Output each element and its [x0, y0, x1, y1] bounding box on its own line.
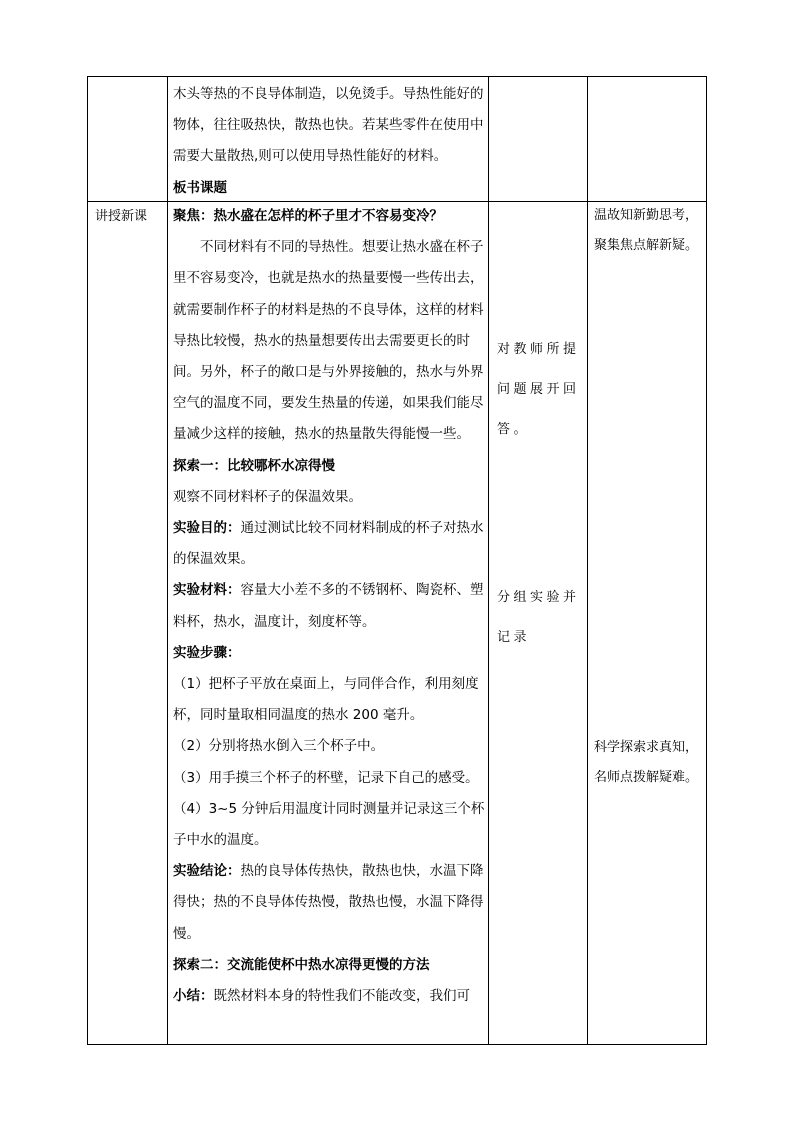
- teaching-content-cell: [173, 201, 485, 1012]
- conclusion-text: 热的良导体传热快，散热也快，水温下降得快；热的不良导体传热慢，散热也慢，水温下降得慢。: [173, 863, 484, 942]
- explore2-heading: 探索二：交流能使杯中热水凉得更慢的方法: [173, 956, 430, 973]
- column-divider-2: [488, 76, 489, 1045]
- purpose-text: 通过测试比较不同材料制成的杯子对热水的保温效果。: [173, 520, 484, 568]
- explore1-text: 观察不同材料杯子的保温效果。: [173, 488, 362, 505]
- step-3: （3）用手摸三个杯子的杯壁，记录下自己的感受。: [173, 769, 479, 786]
- step-4: （4）3~5 分钟后用温度计同时测量并记录这三个杯子中水的温度。: [173, 800, 485, 849]
- column-divider-1: [167, 76, 168, 1045]
- steps-heading: 实验步骤：: [173, 644, 241, 661]
- table-left-border: [87, 76, 88, 1045]
- materials-label: 实验材料：: [173, 582, 241, 599]
- conclusion-paragraph: [173, 856, 485, 950]
- step-2: （2）分别将热水倒入三个杯子中。: [173, 738, 385, 755]
- table-bottom-border: [87, 1044, 707, 1045]
- summary-paragraph: [173, 981, 485, 1012]
- stage-label: 讲授新课: [95, 209, 148, 224]
- stage-label-cell: [95, 201, 165, 232]
- explore1-heading: 探索一：比较哪杯水凉得慢: [173, 457, 335, 474]
- table-top-border: [87, 76, 707, 77]
- design-intent-1: 温故知新勤思考，聚集焦点解新疑。: [594, 208, 699, 253]
- row1-paragraph: 木头等热的不良导体制造，以免烫手。导热性能好的物体，往往吸热快，散热也快。若某些零件在使用中需要大量散热,则可以使用导热性能好的材料。: [173, 86, 484, 165]
- intro-paragraph: 不同材料有不同的导热性。想要让热水盛在杯子里不容易变冷，也就是热水的热量要慢一些传出去，就需要制作杯子的材料是热的不良导体，这样的材料导热比较慢，热水的热量想要传出去需要更长的时间。另外，杯子的敞口是与外界接触的，热水与外界空气的温度不同，要发生热量的传递，如果我们能尽量减少这样的接触，热水的热量散失得能慢一些。: [173, 239, 484, 443]
- student-activity-2: 分组实验并记录: [497, 590, 580, 645]
- focus-question: 热水盛在怎样的杯子里才不容易变冷？: [213, 208, 443, 224]
- row1-board-title: 板书课题: [173, 179, 227, 196]
- design-intent-2: 科学探索求真知，名师点拨解疑难。: [594, 740, 699, 785]
- summary-text: 既然材料本身的特性我们不能改变，我们可: [213, 988, 470, 1005]
- purpose-paragraph: [173, 513, 485, 575]
- focus-heading: [173, 201, 485, 232]
- table-right-border: [706, 76, 707, 1045]
- materials-paragraph: [173, 575, 485, 637]
- materials-text: 容量大小差不多的不锈钢杯、陶瓷杯、塑料杯，热水，温度计，刻度杯等。: [173, 582, 484, 630]
- column-divider-3: [587, 76, 588, 1045]
- student-activity-1: 对教师所提问题展开回答。: [497, 342, 580, 437]
- focus-label: 聚焦：: [173, 208, 214, 224]
- purpose-label: 实验目的：: [173, 520, 241, 537]
- conclusion-label: 实验结论：: [173, 863, 241, 880]
- step-1: （1）把杯子平放在桌面上，与同伴合作，利用刻度杯，同时量取相同温度的热水 200 毫升。: [173, 676, 479, 724]
- row1-content-cell: [173, 79, 485, 204]
- summary-label: 小结：: [173, 988, 214, 1005]
